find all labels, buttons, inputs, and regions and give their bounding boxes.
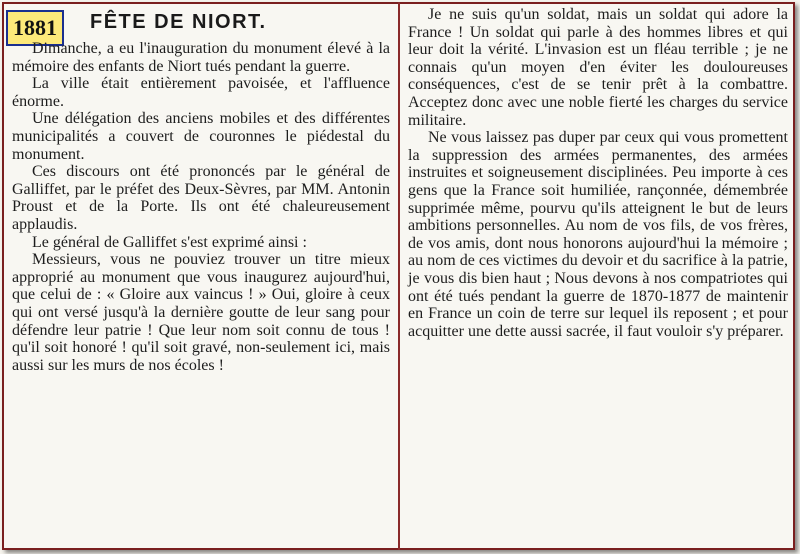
paragraph: La ville était entièrement pavoisée, et l'affluence énorme.: [12, 75, 390, 110]
left-column: [12, 40, 390, 374]
column-divider: [398, 2, 400, 550]
paragraph: Ne vous laissez pas duper par ceux qui vous promettent la suppression des armées permanentes, des armées instruites et soigneusement disciplinées. Peu importe à ces gens que la France soit humiliée, rançonnée, démembrée supprimée même, pourvu qu'ils atteignent le but de leurs ambitions personnelles. Au nom de vos fils, de vos frères, de vos amis, dont nous honorons aujourd'hui la mémoire ; au nom de ces victimes du devoir et du sacrifice à la patrie, je vous dis bien haut ; Nous devons à nos compatriotes qui ont été tués pendant la guerre de 1870-1877 de maintenir en France un coin de terre sur lequel ils reposent ; et pour acquitter une dette aussi sacrée, il faut vouloir s'y préparer.: [408, 129, 788, 340]
paragraph: Une délégation des anciens mobiles et des différentes municipalités a couvert de couronnes le piédestal du monument.: [12, 110, 390, 163]
article-title: FÊTE DE NIORT.: [90, 11, 267, 33]
paragraph: Le général de Galliffet s'est exprimé ainsi :: [32, 233, 307, 251]
paragraph: Messieurs, vous ne pouviez trouver un titre mieux approprié au monument que vous inaugurez aujourd'hui, que celui de : « Gloire aux vaincus ! » Oui, gloire à ceux qui ont versé jusqu'à la dernière goutte de leur sang pour défendre leur patrie ! Que leur nom soit connu de tous ! qu'il soit honoré ! qu'il soit gravé, non-seulement ici, mais aussi sur les murs de nos écoles !: [12, 251, 390, 374]
year-badge: 1881: [6, 10, 64, 46]
paragraph: Je ne suis qu'un soldat, mais un soldat qui adore la France ! Un soldat qui parle à des hommes libres et qui leur doit la vérité. L'invasion est un fléau terrible ; je ne connais qu'un moyen d'en éviter les douloureuses conséquences, c'est de se tenir prêt à la combattre. Acceptez donc avec une noble fierté les charges du service militaire.: [408, 6, 788, 129]
paragraph: Dimanche, a eu l'inauguration du monument élevé à la mémoire des enfants de Niort tués pendant la guerre.: [12, 40, 390, 75]
right-column: [408, 6, 788, 340]
paragraph: Ces discours ont été prononcés par le général de Galliffet, par le préfet des Deux-Sèvres, par MM. Antonin Proust et de la Porte. Ils ont été chaleureusement applaudis.: [12, 163, 390, 233]
